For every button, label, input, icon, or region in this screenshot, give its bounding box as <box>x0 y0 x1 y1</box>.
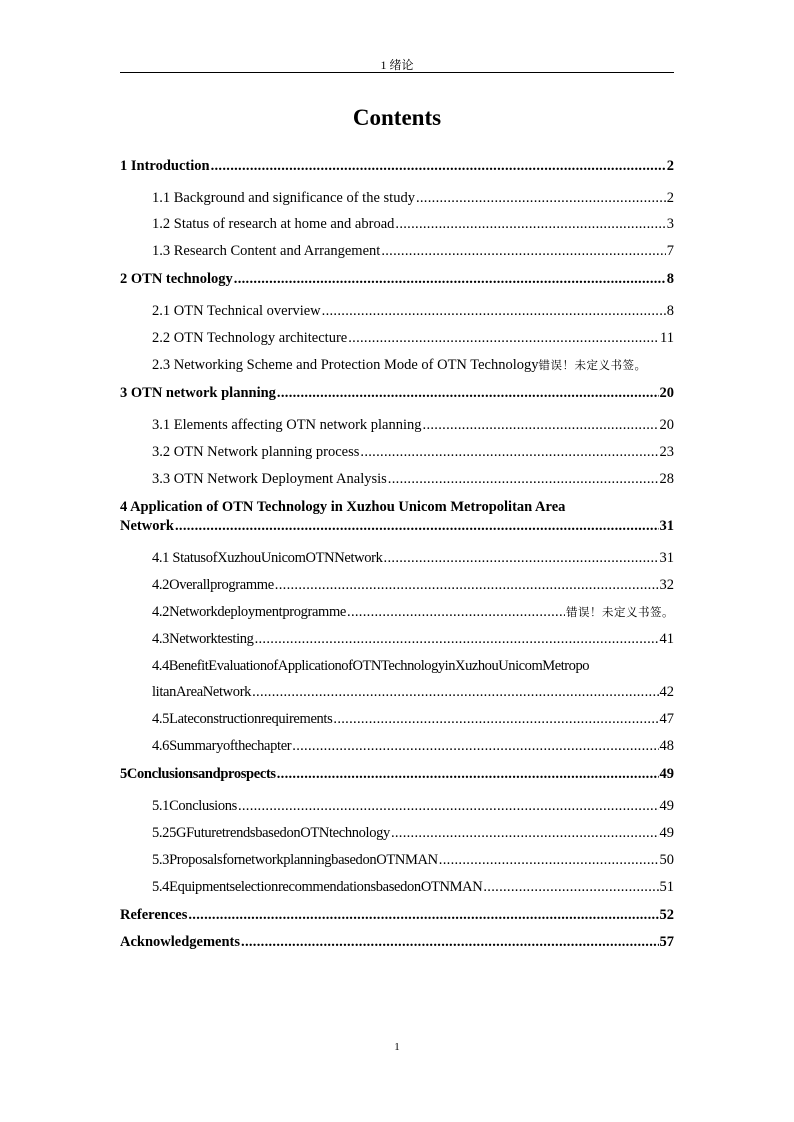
toc-leader <box>252 683 658 701</box>
toc-leader <box>333 710 658 728</box>
toc-entry-4-4-line1[interactable]: 4.4BenefitEvaluationofApplicationofOTNTechnologyinXuzhouUnicomMetropo <box>152 658 590 674</box>
toc-leader <box>395 215 665 233</box>
toc-entry-text: 3.3 OTN Network Deployment Analysis <box>152 471 387 487</box>
toc-entry-5-1[interactable] <box>152 797 674 815</box>
toc-entry-2-1[interactable] <box>152 302 674 320</box>
toc-page-number: 31 <box>659 518 674 534</box>
toc-page-number: 32 <box>659 577 674 593</box>
toc-page-number: 8 <box>666 271 674 287</box>
toc-entry-text: litanAreaNetwork <box>152 684 252 700</box>
toc-entry-text: 4.2Networkdeploymentprogramme <box>152 604 347 620</box>
toc-page-number: 20 <box>659 417 674 433</box>
toc-page-number: 28 <box>659 471 674 487</box>
toc-page-number: 47 <box>659 711 674 727</box>
toc-page-number: 49 <box>659 825 674 841</box>
running-header: 1 绪论 <box>380 58 414 72</box>
toc-entry-2-3[interactable] <box>152 356 692 374</box>
toc-page-number: 42 <box>659 684 674 700</box>
toc-leader <box>348 329 659 347</box>
toc-entry-text: 2.1 OTN Technical overview <box>152 303 321 319</box>
toc-entry-text: 4.6Summaryofthechapter <box>152 738 292 754</box>
toc-leader <box>381 242 665 260</box>
toc-leader <box>238 797 659 815</box>
toc-entry-5-4[interactable] <box>152 878 674 896</box>
toc-entry-text: 4.3Networktesting <box>152 631 254 647</box>
toc-entry-text: 4.2Overallprogramme <box>152 577 274 593</box>
toc-leader <box>347 603 565 621</box>
toc-error-text: 错误！未定义书签。 <box>566 605 674 619</box>
page-title: Contents <box>352 105 442 130</box>
toc-entry-3-1[interactable] <box>152 416 674 434</box>
toc-entry-text: 3.2 OTN Network planning process <box>152 444 360 460</box>
toc-leader <box>391 824 659 842</box>
toc-page-number: 41 <box>659 631 674 647</box>
toc-page-number: 2 <box>666 190 674 206</box>
toc-entry-text: 4.1 StatusofXuzhouUnicomOTNNetwork <box>152 550 383 566</box>
toc-leader <box>234 270 666 288</box>
toc-entry-text: 2.3 Networking Scheme and Protection Mode of OTN Technology <box>152 357 539 373</box>
toc-page-number: 7 <box>666 243 674 259</box>
toc-page-number: 49 <box>659 798 674 814</box>
toc-page-number: 2 <box>666 158 674 174</box>
toc-entry-text: References <box>120 907 188 923</box>
toc-entry-3-3[interactable] <box>152 470 674 488</box>
toc-entry-4-2-overall[interactable] <box>152 576 674 594</box>
toc-entry-4-2-deployment[interactable] <box>152 603 674 621</box>
toc-leader <box>416 189 666 207</box>
toc-leader <box>384 549 659 567</box>
toc-entry-5-3[interactable] <box>152 851 674 869</box>
toc-entry-4-1[interactable] <box>152 549 674 567</box>
toc-entry-text: 1.2 Status of research at home and abroad <box>152 216 395 232</box>
toc-entry-text: 5Conclusionsandprospects <box>120 766 276 782</box>
toc-entry-text: Acknowledgements <box>120 934 241 950</box>
toc-entry-text: 2 OTN technology <box>120 271 233 287</box>
toc-leader <box>388 470 659 488</box>
toc-entry-text: 3.1 Elements affecting OTN network planning <box>152 417 422 433</box>
toc-leader <box>241 933 658 951</box>
toc-page-number: 31 <box>659 550 674 566</box>
toc-page-number: 3 <box>666 216 674 232</box>
toc-entry-4-3[interactable] <box>152 630 674 648</box>
toc-entry-1-1[interactable] <box>152 189 674 207</box>
toc-leader <box>423 416 659 434</box>
toc-page-number: 48 <box>659 738 674 754</box>
toc-leader <box>277 765 659 783</box>
toc-leader <box>188 906 658 924</box>
toc-leader <box>360 443 658 461</box>
toc-entry-text: 5.25GFuturetrendsbasedonOTNtechnology <box>152 825 390 841</box>
toc-entry-text: 1.3 Research Content and Arrangement <box>152 243 381 259</box>
toc-entry-text: 5.1Conclusions <box>152 798 237 814</box>
toc-entry-text: 2.2 OTN Technology architecture <box>152 330 348 346</box>
toc-entry-text: 3 OTN network planning <box>120 385 276 401</box>
toc-entry-3-2[interactable] <box>152 443 674 461</box>
page-number: 1 <box>394 1041 400 1053</box>
toc-leader <box>483 878 658 896</box>
toc-entry-text: 1 Introduction <box>120 158 210 174</box>
toc-error-text: 错误！未定义书签。 <box>538 358 647 372</box>
toc-page-number: 52 <box>659 907 674 923</box>
toc-entry-text: Network <box>120 518 174 534</box>
toc-entry-ch3[interactable] <box>120 384 674 402</box>
toc-leader <box>439 851 659 869</box>
toc-leader <box>292 737 658 755</box>
toc-entry-text: 4.5Lateconstructionrequirements <box>152 711 333 727</box>
toc-page-number: 57 <box>659 934 674 950</box>
toc-entry-ch1[interactable] <box>120 157 674 175</box>
toc-entry-5-2[interactable] <box>152 824 674 842</box>
toc-entry-4-5[interactable] <box>152 710 674 728</box>
toc-leader <box>322 302 666 320</box>
toc-entry-ch2[interactable] <box>120 270 674 288</box>
toc-entry-ch5[interactable] <box>120 765 674 783</box>
toc-entry-ch4[interactable] <box>120 517 674 535</box>
toc-page-number: 20 <box>659 385 674 401</box>
toc-leader <box>175 517 659 535</box>
toc-leader <box>275 576 659 594</box>
toc-entry-references[interactable] <box>120 906 674 924</box>
toc-leader <box>211 157 666 175</box>
toc-entry-text: 5.3ProposalsfornetworkplanningbasedonOTNMAN <box>152 852 438 868</box>
toc-entry-1-2[interactable] <box>152 215 674 233</box>
toc-leader <box>277 384 659 402</box>
toc-page-number: 51 <box>659 879 674 895</box>
toc-page-number: 23 <box>659 444 674 460</box>
toc-entry-4-4[interactable] <box>152 683 674 701</box>
toc-page-number: 49 <box>659 766 674 782</box>
toc-entry-text: 1.1 Background and significance of the study <box>152 190 415 206</box>
toc-entry-2-2[interactable] <box>152 329 674 347</box>
toc-page-number: 50 <box>659 852 674 868</box>
toc-entry-1-3[interactable] <box>152 242 674 260</box>
toc-entry-acknowledgements[interactable] <box>120 933 674 951</box>
toc-entry-4-6[interactable] <box>152 737 674 755</box>
toc-entry-ch4-line1[interactable]: 4 Application of OTN Technology in Xuzhou Unicom Metropolitan Area <box>120 499 566 515</box>
toc-page-number: 8 <box>666 303 674 319</box>
toc-leader <box>255 630 659 648</box>
toc-page-number: 11 <box>660 330 674 346</box>
toc-entry-text: 5.4EquipmentselectionrecommendationsbasedonOTNMAN <box>152 879 483 895</box>
